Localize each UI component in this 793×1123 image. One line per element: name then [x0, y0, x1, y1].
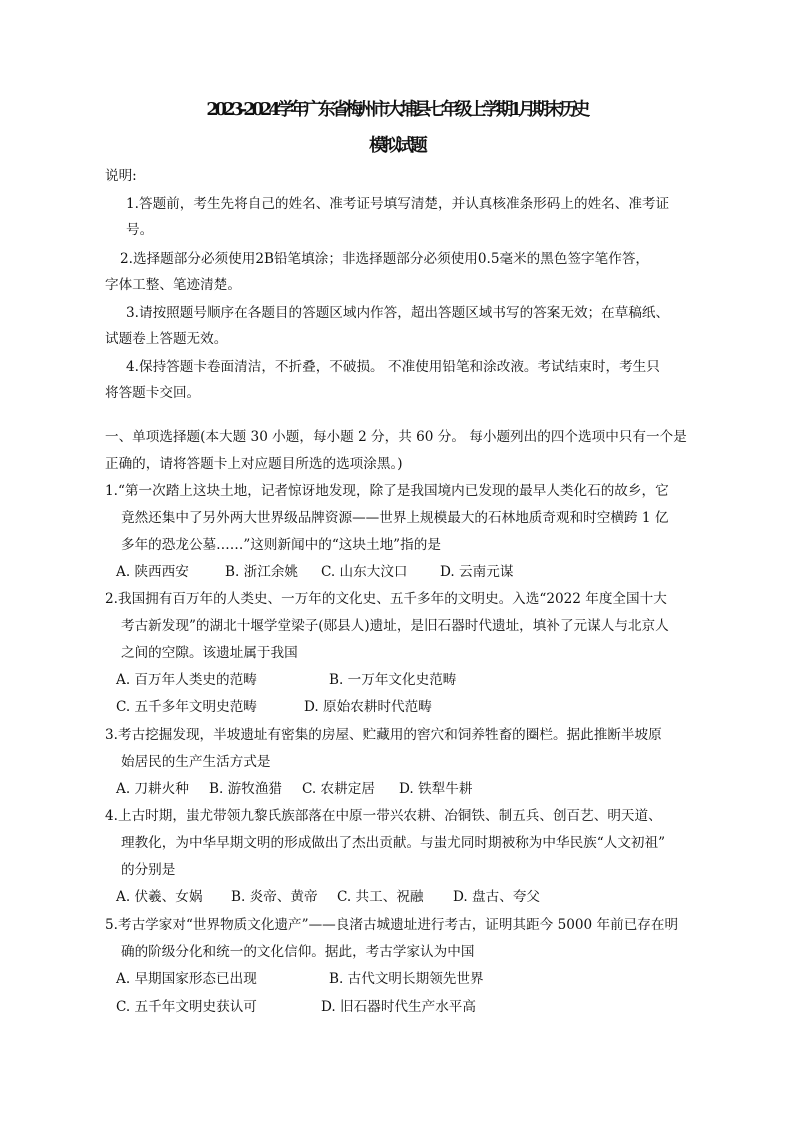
question-5-option-d: D. 旧石器时代生产水平高 [321, 999, 476, 1015]
question-5-line-2: 确的阶级分化和统一的文化信仰。据此，考古学家认为中国 [121, 944, 475, 960]
instruction-1-line-1: 1.答题前，考生先将自己的姓名、准考证号填写清楚，并认真核准条形码上的姓名、准考证 [126, 196, 670, 212]
exam-title-line-2: 模拟试题 [369, 136, 424, 156]
exam-title-line-1: 2023-2024学年广东省梅州市大埔县七年级上学期1月期末历史 [206, 100, 587, 120]
question-2-option-a: A. 百万年人类史的范畴 [116, 672, 257, 688]
question-4-line-1: 4.上古时期，蚩尤带领九黎氏族部落在中原一带兴农耕、冶铜铁、制五兵、创百艺、明天道、 [105, 808, 662, 824]
question-5-option-c: C. 五千年文明史获认可 [116, 999, 257, 1015]
question-2-option-d: D. 原始农耕时代范畴 [304, 699, 432, 715]
question-1-option-b: B. 浙江余姚 [225, 564, 299, 580]
question-4-option-a: A. 伏羲、女娲 [116, 889, 203, 905]
instruction-4-line-1: 4.保持答题卡卷面清洁，不折叠，不破损。 不准使用铅笔和涂改液。考试结束时，考生只 [126, 359, 660, 375]
question-1-option-d: D. 云南元谋 [440, 564, 514, 580]
question-4-option-b: B. 炎帝、黄帝 [231, 889, 318, 905]
question-4-option-c: C. 共工、祝融 [337, 889, 424, 905]
question-3-line-1: 3.考古挖掘发现，半坡遗址有密集的房屋、贮藏用的窖穴和饲养牲畜的圈栏。据此推断半坡原 [105, 727, 662, 743]
instructions-heading: 说明: [105, 168, 137, 184]
instruction-3-line-2: 试题卷上答题无效。 [105, 331, 228, 347]
question-2-line-3: 之间的空隙。该遗址属于我国 [121, 645, 298, 661]
question-2-option-c: C. 五千多年文明史范畴 [116, 699, 257, 715]
question-2-line-2: 考古新发现”的湖北十堰学堂梁子(郧县人)遗址，是旧石器时代遗址，填补了元谋人与北京人 [121, 618, 669, 634]
question-1-option-c: C. 山东大汶口 [321, 564, 408, 580]
section-heading-line-2: 正确的，请将答题卡上对应题目所选的选项涂黑。) [105, 456, 403, 472]
question-3-line-2: 始居民的生产生活方式是 [121, 754, 271, 770]
question-1-line-3: 多年的恐龙公墓……”这则新闻中的“这块土地”指的是 [121, 537, 441, 553]
question-2-option-b: B. 一万年文化史范畴 [329, 672, 457, 688]
question-4-line-3: 的分别是 [121, 862, 176, 878]
question-3-option-b: B. 游牧渔猎 [209, 781, 283, 797]
section-heading-line-1: 一、单项选择题(本大题 30 小题，每小题 2 分，共 60 分。 每小题列出的四个选项中只有一个是 [105, 429, 687, 445]
question-5-option-b: B. 古代文明长期领先世界 [329, 971, 484, 987]
question-1-line-1: 1.“第一次踏上这块土地，记者惊讶地发现，除了是我国境内已发现的最早人类化石的故乡，它 [105, 483, 669, 499]
instruction-1-line-2: 号。 [126, 222, 154, 238]
question-1-line-2: 竟然还集中了另外两大世界级品牌资源——世界上规模最大的石林地质奇观和时空横跨 1 亿 [121, 510, 669, 526]
question-3-option-c: C. 农耕定居 [302, 781, 375, 797]
question-2-line-1: 2.我国拥有百万年的人类史、一万年的文化史、五千多年的文明史。入选“2022 年度全国十大 [105, 591, 667, 607]
question-5-line-1: 5.考古学家对“世界物质文化遗产”——良渚古城遗址进行考古，证明其距今 5000 年前已存在明 [105, 917, 679, 933]
instruction-2-line-1: 2.选择题部分必须使用2B铅笔填涂；非选择题部分必须使用0.5毫米的黑色签字笔作答， [120, 251, 650, 267]
instruction-3-line-1: 3.请按照题号顺序在各题目的答题区域内作答，超出答题区域书写的答案无效；在草稿纸、 [126, 305, 670, 321]
question-3-option-d: D. 铁犁牛耕 [399, 781, 473, 797]
question-1-option-a: A. 陕西西安 [116, 564, 189, 580]
question-4-line-2: 理教化，为中华早期文明的形成做出了杰出贡献。与蚩尤同时期被称为中华民族“人文初祖” [121, 835, 666, 851]
question-5-option-a: A. 早期国家形态已出现 [116, 971, 257, 987]
instruction-4-line-2: 将答题卡交回。 [105, 385, 201, 401]
instruction-2-line-2: 字体工整、笔迹清楚。 [105, 277, 241, 293]
question-4-option-d: D. 盘古、夸父 [453, 889, 541, 905]
question-3-option-a: A. 刀耕火种 [116, 781, 189, 797]
